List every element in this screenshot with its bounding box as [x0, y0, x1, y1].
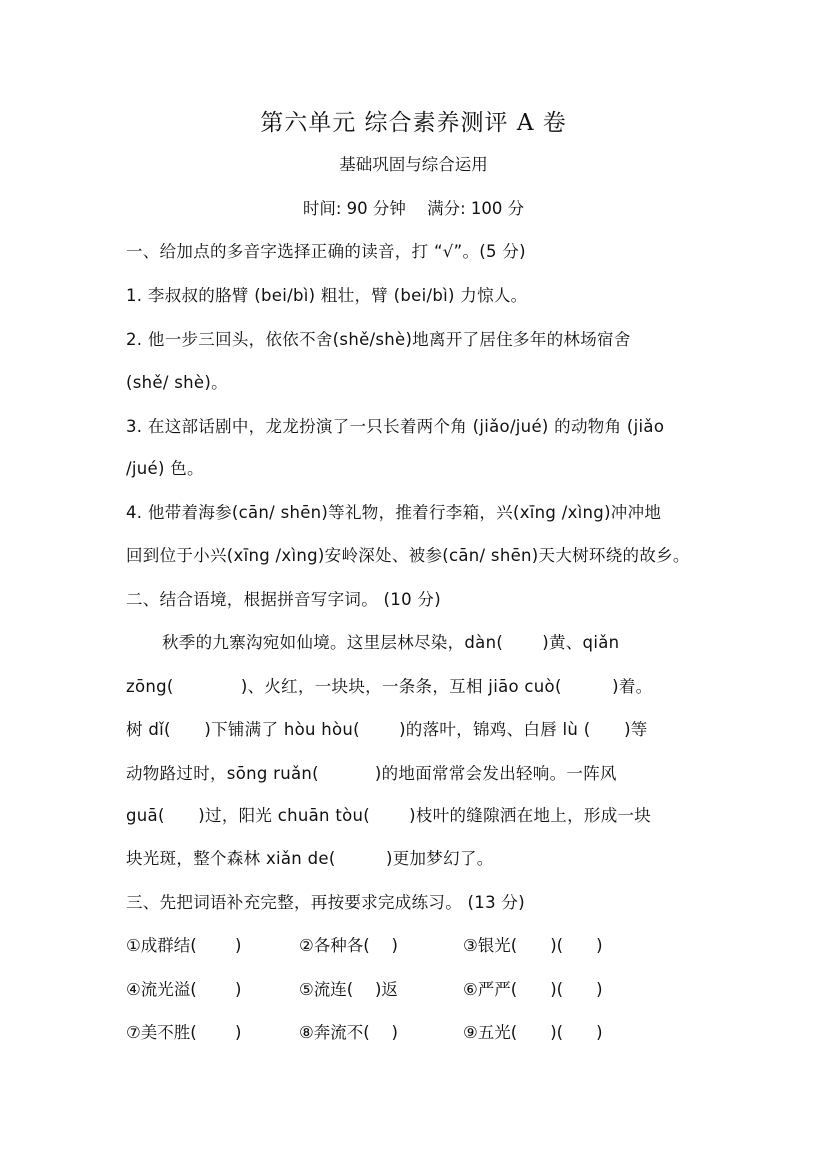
passage-line-4: 动物路过时，sōng ruǎn( )的地面常常会发出轻响。一阵风	[126, 764, 617, 783]
question-2-line2: (shě/ shè)。	[126, 373, 228, 392]
question-2-line1: 2. 他一步三回头，依依不舍(shě/shè)地离开了居住多年的林场宿舍	[126, 330, 631, 349]
idiom-item: ⑨五光( )( )	[463, 1023, 603, 1042]
idiom-item: ⑦美不胜( )	[126, 1023, 242, 1042]
section2-heading: 二、结合语境，根据拼音写字词。 (10 分)	[126, 590, 441, 609]
full-score: 满分: 100 分	[427, 199, 525, 218]
idiom-item: ②各种各( )	[299, 936, 398, 955]
idiom-item: ⑧奔流不( )	[299, 1023, 398, 1042]
idiom-item: ⑤流连( )返	[299, 980, 398, 999]
section1-heading: 一、给加点的多音字选择正确的读音，打 “√”。(5 分)	[126, 242, 526, 261]
page-title: 第六单元 综合素养测评 A 卷	[260, 110, 567, 136]
section3-heading: 三、先把词语补充完整，再按要求完成练习。 (13 分)	[126, 893, 525, 912]
question-3-line1: 3. 在这部话剧中，龙龙扮演了一只长着两个角 (jiǎo/jué) 的动物角 (jiǎo	[126, 417, 665, 436]
question-4-line1: 4. 他带着海参(cān/ shēn)等礼物，推着行李箱，兴(xīng /xìng)冲冲地	[126, 503, 662, 522]
idiom-item: ⑥严严( )( )	[463, 980, 603, 999]
passage-line-6: 块光斑，整个森林 xiǎn de( )更加梦幻了。	[126, 849, 494, 868]
exam-info	[0, 198, 827, 220]
question-1: 1. 李叔叔的胳臂 (bei/bì) 粗壮，臂 (bei/bì) 力惊人。	[126, 286, 528, 305]
passage-line-1: 秋季的九寨沟宛如仙境。这里层林尽染，dàn( )黄、qiǎn	[162, 633, 620, 652]
idiom-item: ④流光溢( )	[126, 980, 242, 999]
idiom-item: ③银光( )( )	[463, 936, 603, 955]
question-4-line2: 回到位于小兴(xīng /xìng)安岭深处、被参(cān/ shēn)天大树环绕的故乡。	[126, 546, 690, 565]
passage-line-2: zōng( )、火红，一块块，一条条，互相 jiāo cuò( )着。	[126, 677, 653, 696]
page-subtitle: 基础巩固与综合运用	[339, 155, 488, 174]
passage-line-3: 树 dǐ( )下铺满了 hòu hòu( )的落叶，锦鸡、白唇 lù ( )等	[126, 720, 648, 739]
idiom-item: ①成群结( )	[126, 936, 242, 955]
time-limit: 时间: 90 分钟	[302, 199, 406, 218]
passage-line-5: guā( )过，阳光 chuān tòu( )枝叶的缝隙洒在地上，形成一块	[126, 806, 652, 825]
question-3-line2: /jué) 色。	[126, 459, 204, 478]
